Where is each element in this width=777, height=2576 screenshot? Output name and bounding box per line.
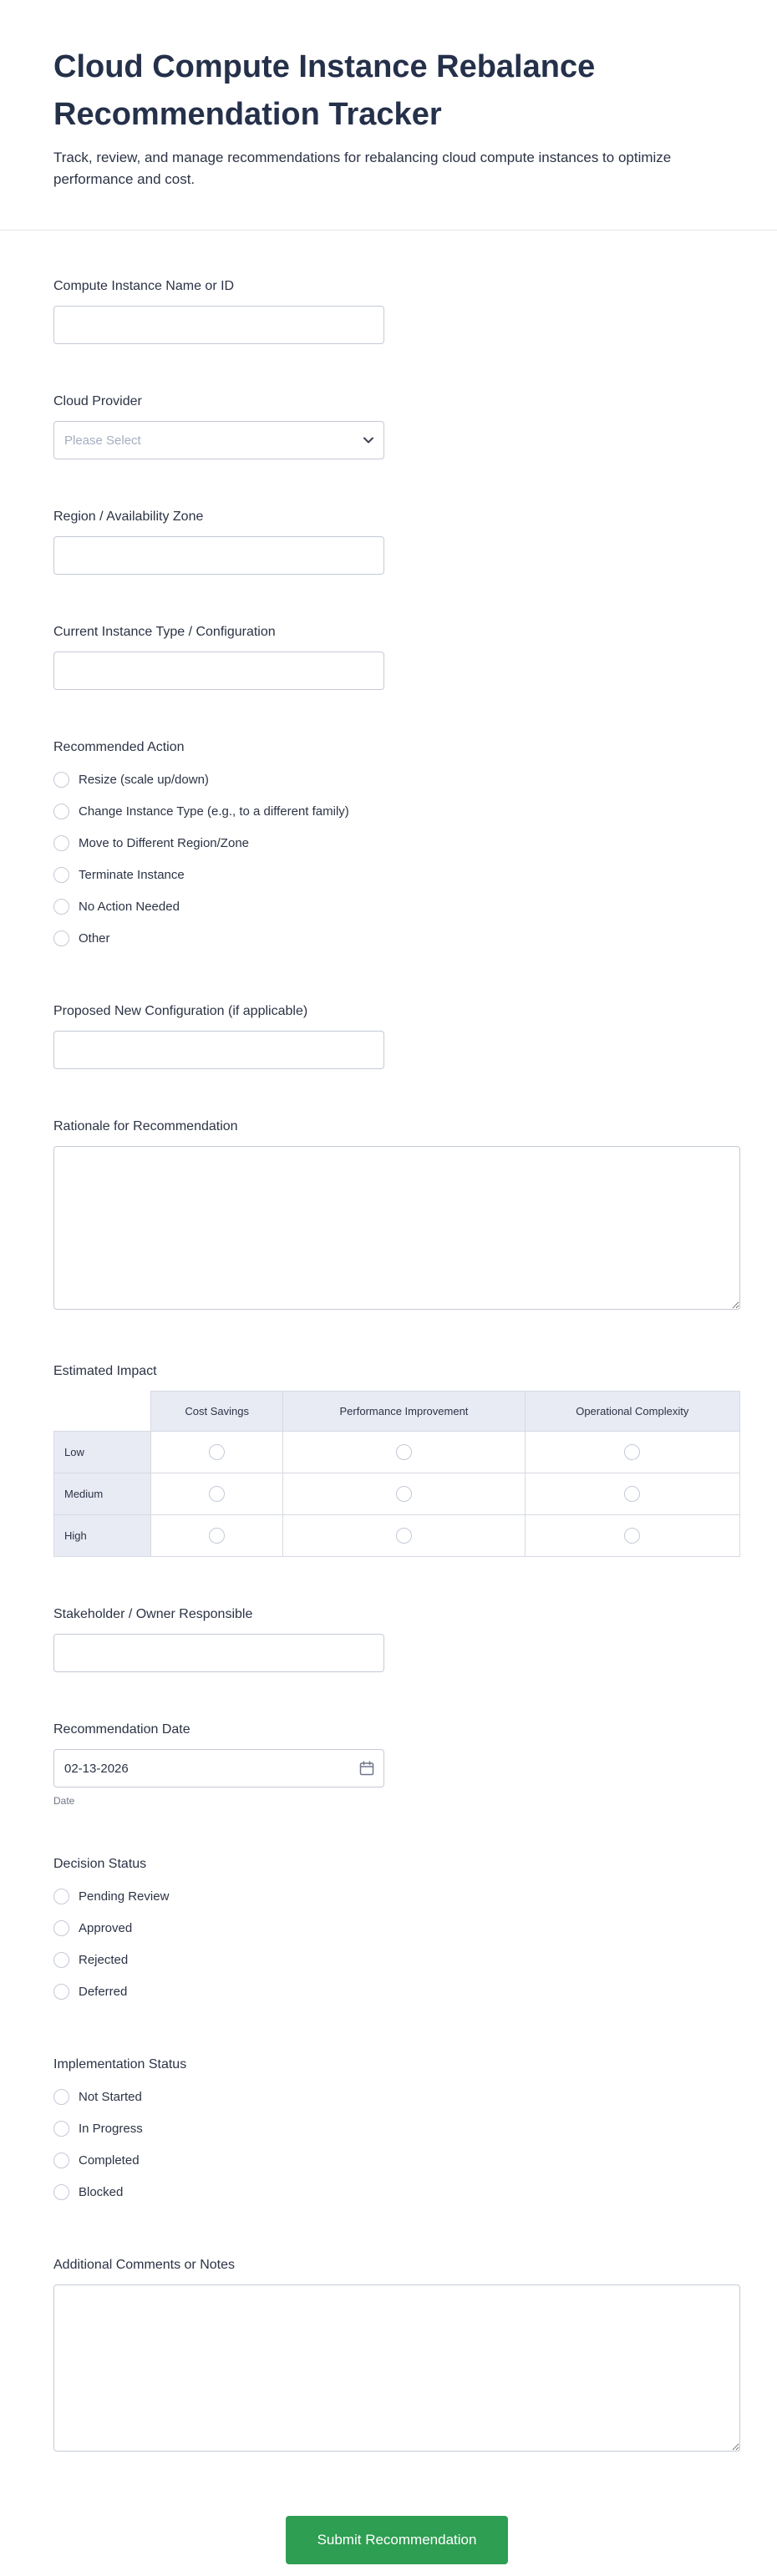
radio-icon[interactable] [624,1528,640,1544]
matrix-row-header-high: High [54,1515,151,1557]
radio-icon[interactable] [209,1444,225,1460]
radio-option-completed[interactable] [53,2144,740,2176]
radio-icon[interactable] [53,772,69,788]
radio-option-terminate[interactable] [53,859,740,890]
field-recommended-action [53,740,740,954]
date-sublabel: Date [53,1795,75,1807]
matrix-row-high [54,1515,740,1557]
implementation-status-label: Implementation Status [53,2057,187,2071]
radio-icon[interactable] [53,2121,69,2137]
estimated-impact-label: Estimated Impact [53,1364,157,1378]
calendar-icon[interactable] [359,1761,374,1776]
field-current-type [53,625,740,690]
field-proposed-config [53,1004,740,1069]
field-rationale [53,1119,740,1314]
radio-option-in-progress[interactable] [53,2112,740,2144]
matrix-col-header-cost-savings: Cost Savings [151,1392,283,1432]
form-header [0,0,777,231]
matrix-corner-cell [54,1392,151,1432]
matrix-cell-low-performance[interactable] [283,1432,525,1473]
page-subtitle: Track, review, and manage recommendations for rebalancing cloud compute instances to optimize performance and cost. [53,150,672,187]
radio-option-move-region[interactable] [53,827,740,859]
radio-option-pending-review[interactable] [53,1880,740,1912]
radio-option-label: Pending Review [79,1889,170,1904]
stakeholder-input[interactable] [53,1634,384,1672]
field-instance-name [53,279,740,344]
matrix-cell-medium-cost[interactable] [151,1473,283,1515]
radio-icon[interactable] [209,1486,225,1502]
radio-option-label: Not Started [79,2089,142,2104]
radio-option-no-action[interactable] [53,890,740,922]
radio-icon[interactable] [53,931,69,946]
radio-icon[interactable] [624,1486,640,1502]
matrix-cell-high-performance[interactable] [283,1515,525,1557]
submit-row [53,2456,740,2576]
radio-option-label: Completed [79,2153,140,2168]
matrix-cell-low-complexity[interactable] [525,1432,739,1473]
radio-option-label: Terminate Instance [79,867,185,882]
radio-option-deferred[interactable] [53,1975,740,2007]
select-placeholder: Please Select [64,433,141,448]
comments-textarea[interactable] [53,2284,740,2452]
field-comments [53,2258,740,2456]
cloud-provider-label: Cloud Provider [53,394,142,408]
matrix-cell-low-cost[interactable] [151,1432,283,1473]
field-estimated-impact [53,1364,740,1557]
rationale-textarea[interactable] [53,1146,740,1310]
cloud-provider-select[interactable] [53,421,384,459]
implementation-status-group [53,2081,740,2208]
decision-status-label: Decision Status [53,1857,147,1871]
radio-icon[interactable] [396,1528,412,1544]
radio-icon[interactable] [396,1444,412,1460]
instance-name-input[interactable] [53,306,384,344]
current-type-input[interactable] [53,652,384,690]
matrix-row-header-medium: Medium [54,1473,151,1515]
stakeholder-label: Stakeholder / Owner Responsible [53,1607,253,1621]
page-title: Cloud Compute Instance Rebalance Recommendation Tracker [53,49,596,132]
radio-icon[interactable] [53,835,69,851]
estimated-impact-table [53,1391,740,1557]
form-body [0,231,777,2576]
matrix-row-medium [54,1473,740,1515]
matrix-cell-medium-complexity[interactable] [525,1473,739,1515]
rationale-label: Rationale for Recommendation [53,1119,238,1133]
chevron-down-icon [363,437,373,444]
matrix-cell-high-cost[interactable] [151,1515,283,1557]
matrix-col-header-complexity: Operational Complexity [525,1392,739,1432]
recommendation-date-label: Recommendation Date [53,1722,190,1737]
field-implementation-status [53,2057,740,2208]
current-type-label: Current Instance Type / Configuration [53,625,276,639]
radio-icon[interactable] [53,1920,69,1936]
radio-option-label: Change Instance Type (e.g., to a different family) [79,804,349,819]
instance-name-label: Compute Instance Name or ID [53,279,235,293]
radio-icon[interactable] [53,1984,69,2000]
radio-option-label: Rejected [79,1952,129,1967]
proposed-config-input[interactable] [53,1031,384,1069]
radio-icon[interactable] [53,804,69,819]
matrix-row-header-low: Low [54,1432,151,1473]
submit-button[interactable]: Submit Recommendation [286,2516,509,2564]
radio-icon[interactable] [53,2184,69,2200]
decision-status-group [53,1880,740,2007]
radio-icon[interactable] [53,1952,69,1968]
matrix-header-row [54,1392,740,1432]
radio-option-label: Move to Different Region/Zone [79,835,250,850]
radio-option-resize[interactable] [53,763,740,795]
radio-icon[interactable] [53,2153,69,2168]
radio-option-blocked[interactable] [53,2176,740,2208]
radio-icon[interactable] [53,1889,69,1904]
radio-option-label: In Progress [79,2121,143,2136]
recommended-action-label: Recommended Action [53,740,185,754]
matrix-cell-high-complexity[interactable] [525,1515,739,1557]
radio-option-not-started[interactable] [53,2081,740,2112]
radio-icon[interactable] [396,1486,412,1502]
field-decision-status [53,1857,740,2007]
radio-option-rejected[interactable] [53,1944,740,1975]
radio-option-label: Approved [79,1920,133,1935]
radio-option-label: No Action Needed [79,899,180,914]
matrix-col-header-performance: Performance Improvement [283,1392,525,1432]
field-stakeholder [53,1607,740,1672]
radio-icon[interactable] [53,867,69,883]
matrix-row-low [54,1432,740,1473]
comments-label: Additional Comments or Notes [53,2258,235,2272]
radio-icon[interactable] [53,899,69,915]
date-wrap [53,1749,384,1787]
radio-option-other[interactable] [53,922,740,954]
radio-option-label: Blocked [79,2184,124,2199]
radio-icon[interactable] [209,1528,225,1544]
radio-option-change-type[interactable] [53,795,740,827]
matrix-cell-medium-performance[interactable] [283,1473,525,1515]
region-label: Region / Availability Zone [53,510,204,524]
recommended-action-group [53,763,740,954]
radio-icon[interactable] [53,2089,69,2105]
radio-icon[interactable] [624,1444,640,1460]
radio-option-label: Deferred [79,1984,128,1999]
region-input[interactable] [53,536,384,575]
radio-option-label: Other [79,931,110,946]
date-input[interactable] [53,1749,384,1787]
proposed-config-label: Proposed New Configuration (if applicable) [53,1004,308,1018]
field-recommendation-date [53,1722,740,1807]
radio-option-approved[interactable] [53,1912,740,1944]
field-region [53,510,740,575]
radio-option-label: Resize (scale up/down) [79,772,209,787]
field-cloud-provider [53,394,740,459]
